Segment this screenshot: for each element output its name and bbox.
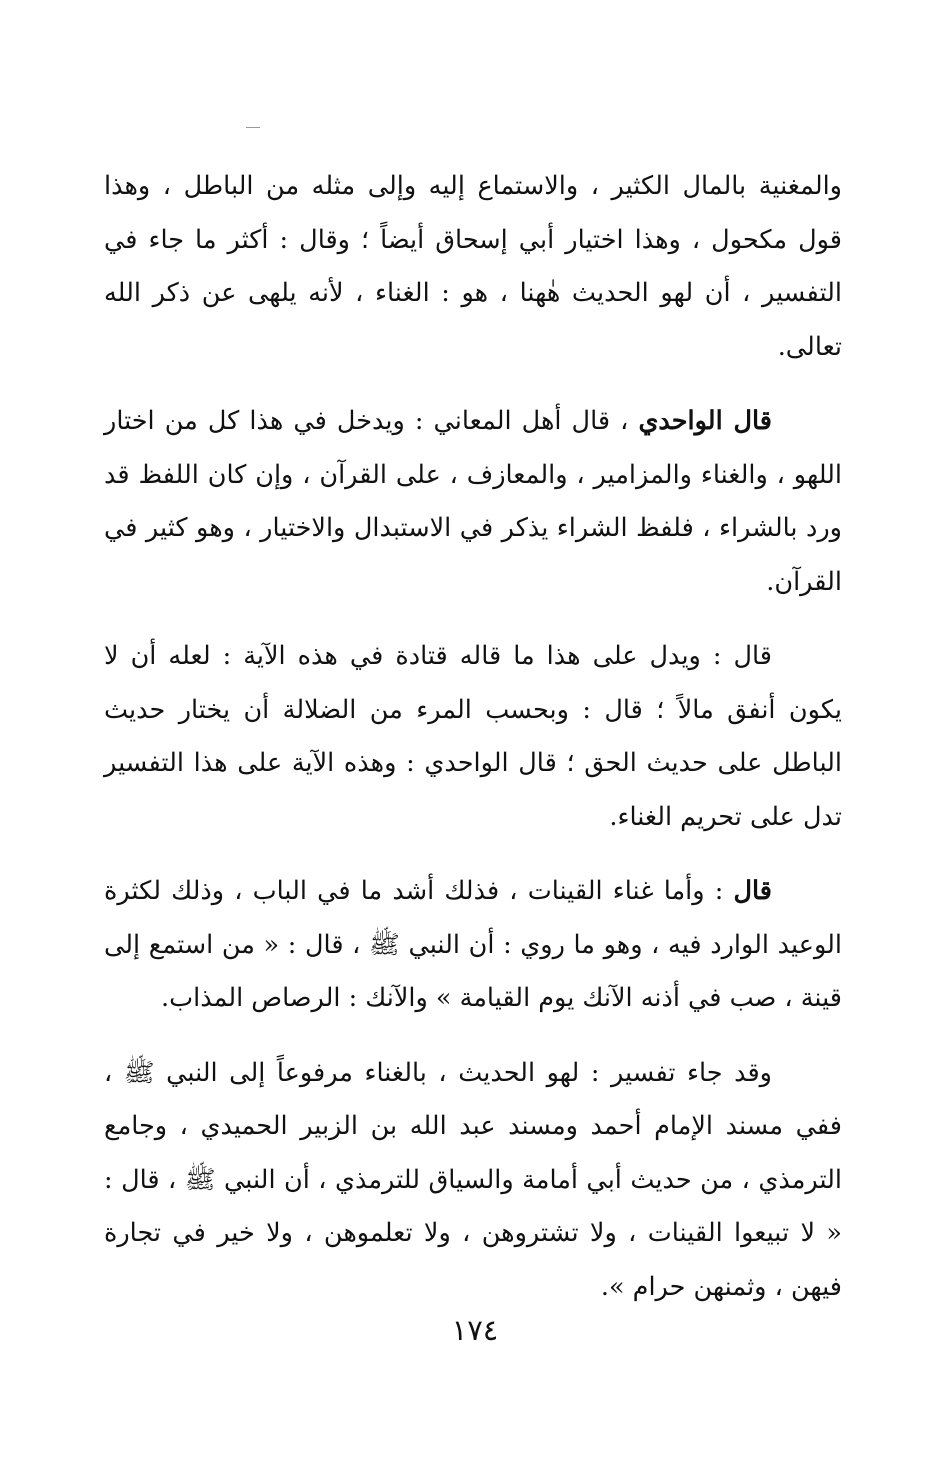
paragraph-4-lead: قال — [733, 876, 772, 906]
body-text — [104, 160, 842, 1335]
paragraph-1 — [104, 160, 842, 374]
paragraph-3 — [104, 630, 842, 844]
page-number: ١٧٤ — [451, 1313, 499, 1347]
page-top-mark — [246, 127, 260, 128]
paragraph-5 — [104, 1047, 842, 1315]
paragraph-5-text: وقد جاء تفسير : لهو الحديث ، بالغناء مرفوعاً إلى النبي ﷺ ، ففي مسند الإمام أحمد ومسند عبد الله بن الزبير الحميدي ، وجامع الترمذي ، من حديث أبي أمامة والسياق للترمذي ، أن النبي ﷺ ، قال : « لا تبيعوا القينات ، ولا تشتروهن ، ولا تعلموهن ، ولا خير في تجارة فيهن ، وثمنهن حرام ». — [104, 1057, 842, 1302]
paragraph-4 — [104, 865, 842, 1026]
paragraph-2-lead: قال الواحدي — [638, 406, 772, 436]
paragraph-3-text: قال : ويدل على هذا ما قاله قتادة في هذه الآية : لعله أن لا يكون أنفق مالاً ؛ قال : وبحسب المرء من الضلالة أن يختار حديث الباطل على حديث الحق ؛ قال الواحدي : وهذه الآية على هذا التفسير تدل على تحريم الغناء. — [104, 641, 842, 832]
paragraph-2-text: ، قال أهل المعاني : ويدخل في هذا كل من اختار اللهو ، والغناء والمزامير ، والمعازف ، على القرآن ، وإن كان اللفظ قد ورد بالشراء ، فلفظ الشراء يذكر في الاستبدال والاختيار ، وهو كثير في القرآن. — [104, 406, 842, 597]
paragraph-1-text: والمغنية بالمال الكثير ، والاستماع إليه وإلى مثله من الباطل ، وهذا قول مكحول ، وهذا اختيار أبي إسحاق أيضاً ؛ وقال : أكثر ما جاء في التفسير ، أن لهو الحديث هٰهنا ، هو : الغناء ، لأنه يلهى عن ذكر الله تعالى. — [104, 171, 842, 362]
paragraph-4-text: : وأما غناء القينات ، فذلك أشد ما في الباب ، وذلك لكثرة الوعيد الوارد فيه ، وهو ما روي : أن النبي ﷺ ، قال : « من استمع إلى قينة ، صب في أذنه الآنك يوم القيامة » والآنك : الرصاص المذاب. — [104, 876, 842, 1013]
paragraph-2 — [104, 395, 842, 609]
